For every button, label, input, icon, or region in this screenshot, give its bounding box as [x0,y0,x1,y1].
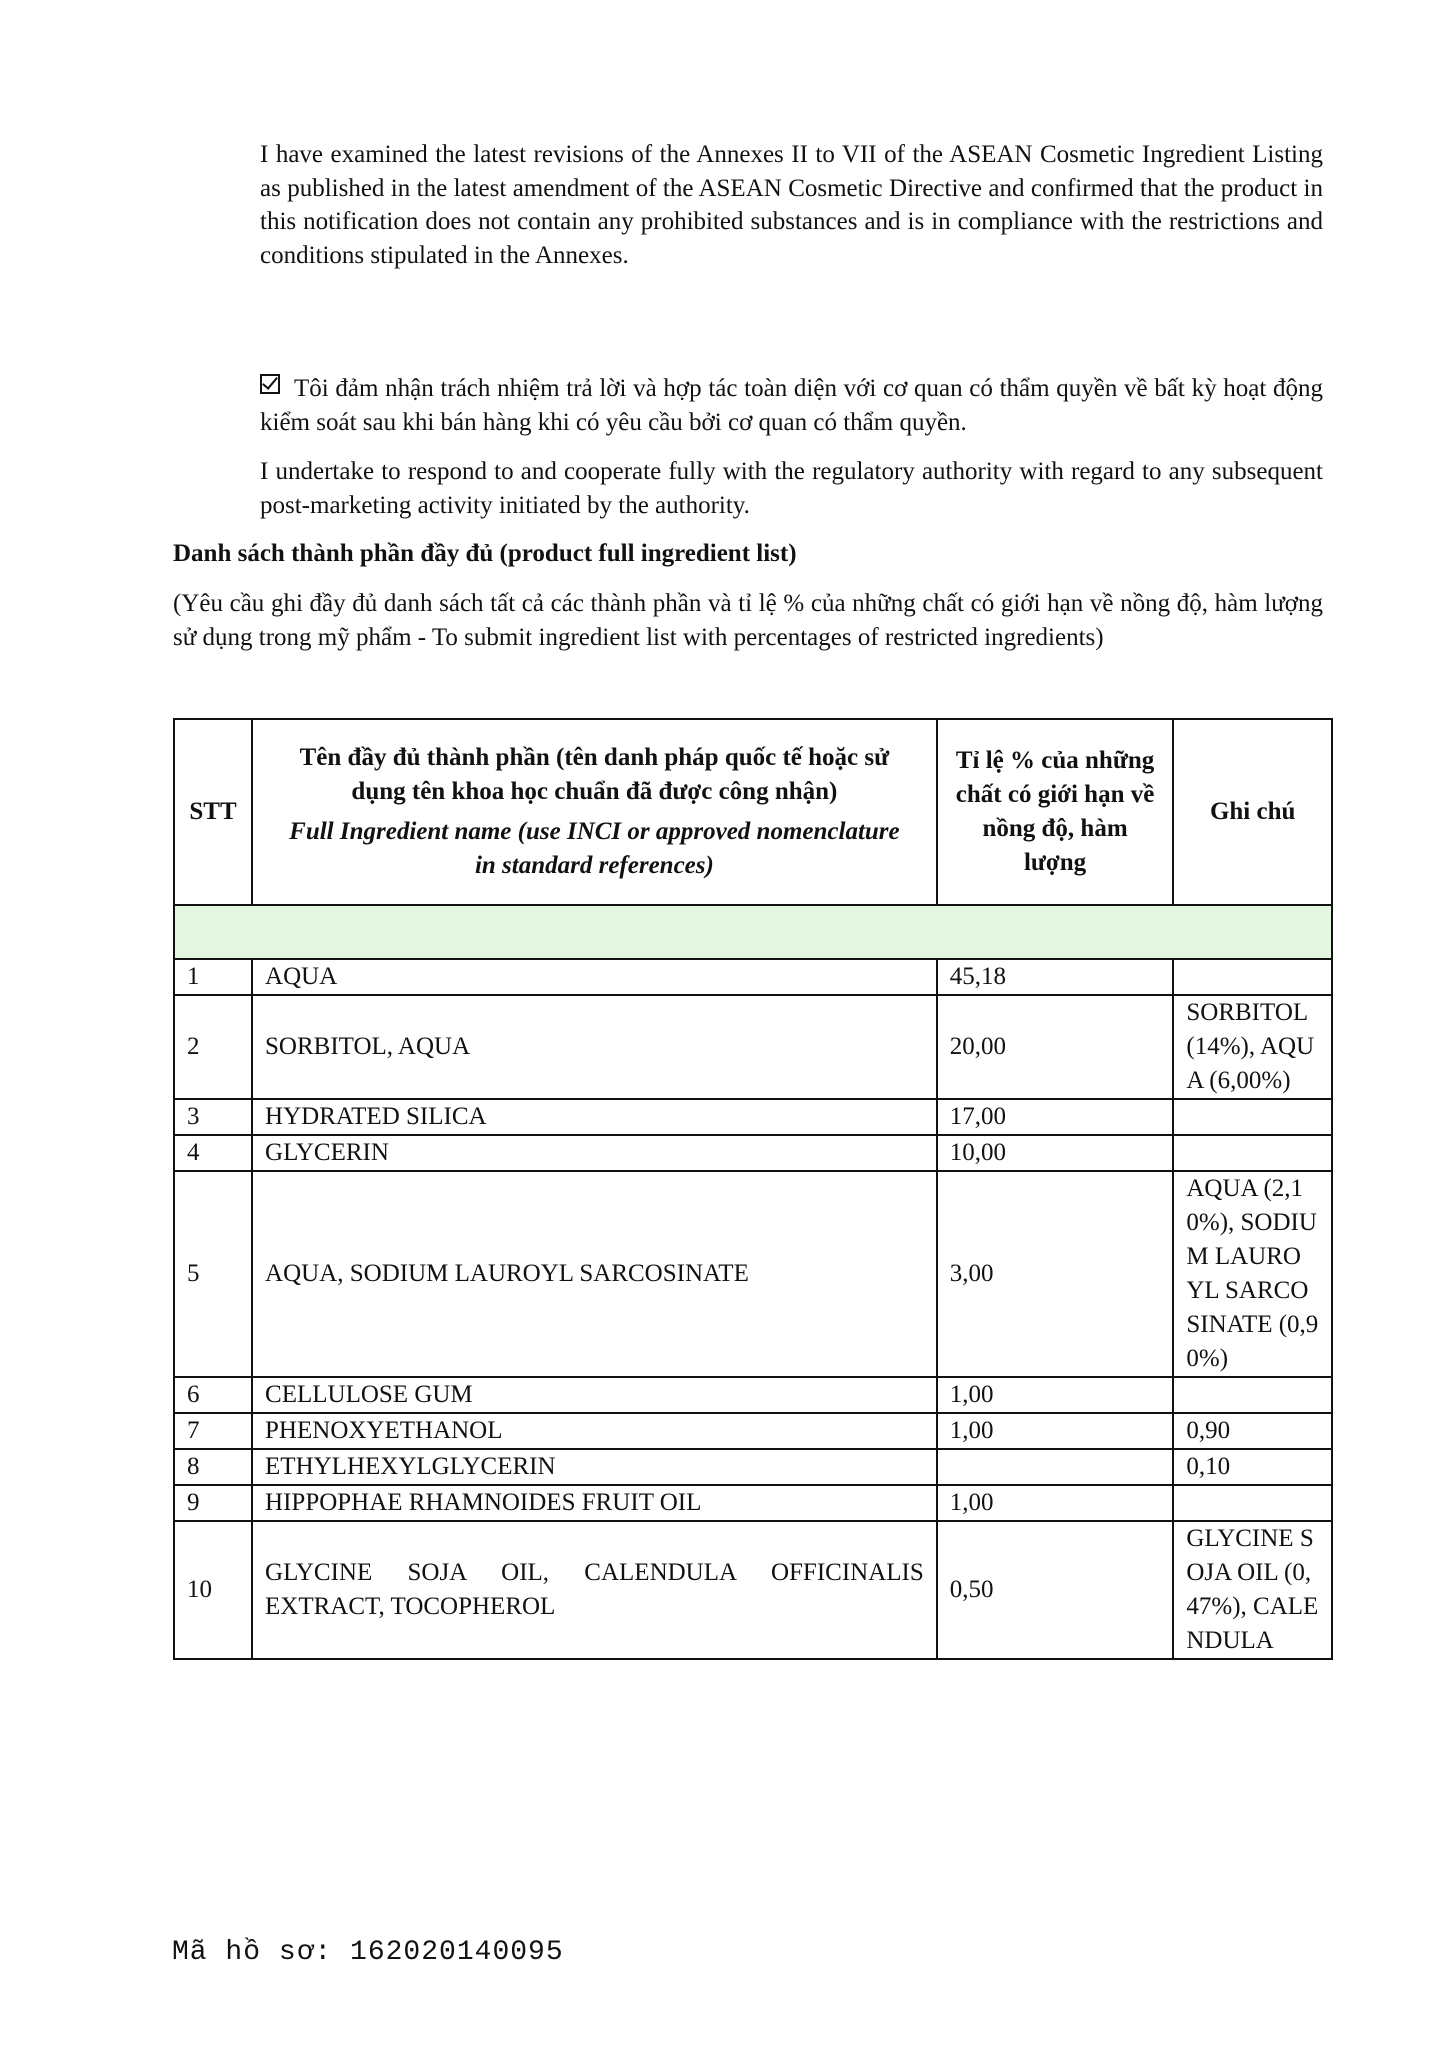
cell-percentage: 17,00 [937,1099,1174,1135]
cell-percentage: 45,18 [937,959,1174,995]
annex-compliance-paragraph: I have examined the latest revisions of the Annexes II to VII of the ASEAN Cosmetic Ingredient Listing as published in the latest amendment of the ASEAN Cosmetic Directive and confirmed that the product in this notification does not contain any prohibited substances and is in compliance with the restrictions and conditions stipulated in the Annexes. [260,141,1323,269]
cell-stt: 10 [174,1521,252,1659]
table-row [174,1171,1332,1377]
cell-note [1173,1099,1332,1135]
table-row [174,1521,1332,1659]
cell-note: AQUA (2,10%), SODIUM LAUROYL SARCOSINATE (0,90%) [1173,1171,1332,1377]
header-name-vn: Tên đầy đủ thành phần (tên danh pháp quốc tế hoặc sử dụng tên khoa học chuẩn đã được công nhận) [299,744,890,805]
ingredient-list-heading: Danh sách thành phần đầy đủ (product full ingredient list) [173,540,797,567]
cell-note: SORBITOL (14%), AQUA (6,00%) [1173,995,1332,1099]
undertaking-en-paragraph: I undertake to respond to and cooperate fully with the regulatory authority with regard to any subsequent post-marketing activity initiated by the authority. [260,458,1323,519]
header-name-en: Full Ingredient name (use INCI or approved nomenclature in standard references) [289,818,900,879]
cell-stt: 2 [174,995,252,1099]
cell-ingredient-name: AQUA, SODIUM LAUROYL SARCOSINATE [252,1171,937,1377]
table-row [174,995,1332,1099]
table-band-row [174,905,1332,959]
cell-note [1173,1135,1332,1171]
cell-stt: 1 [174,959,252,995]
cell-ingredient-name: CELLULOSE GUM [252,1377,937,1413]
header-note: Ghi chú [1173,719,1332,905]
table-row [174,1485,1332,1521]
cell-ingredient-name: ETHYLHEXYLGLYCERIN [252,1449,937,1485]
cell-stt: 9 [174,1485,252,1521]
table-row [174,1377,1332,1413]
cell-percentage: 0,50 [937,1521,1174,1659]
cell-note [1173,959,1332,995]
cell-ingredient-name: SORBITOL, AQUA [252,995,937,1099]
cell-percentage: 10,00 [937,1135,1174,1171]
cell-note: GLYCINE SOJA OIL (0,47%), CALENDULA [1173,1521,1332,1659]
cell-ingredient-name: HYDRATED SILICA [252,1099,937,1135]
table-row [174,959,1332,995]
cell-stt: 4 [174,1135,252,1171]
cell-stt: 8 [174,1449,252,1485]
cell-percentage: 1,00 [937,1413,1174,1449]
cell-note [1173,1485,1332,1521]
cell-ingredient-name: GLYCERIN [252,1135,937,1171]
ingredient-list-requirement: (Yêu cầu ghi đầy đủ danh sách tất cả các thành phần và tỉ lệ % của những chất có giới hạn về nồng độ, hàm lượng sử dụng trong mỹ phẩm - To submit ingredient list with percentages of restricted ingredients) [173,590,1323,651]
header-ingredient-name [252,719,937,905]
undertaking-vn-paragraph [260,372,1323,439]
table-row [174,1413,1332,1449]
cell-stt: 7 [174,1413,252,1449]
table-band-cell [174,905,1332,959]
cell-note [1173,1377,1332,1413]
table-row [174,1099,1332,1135]
cell-percentage [937,1449,1174,1485]
cell-stt: 6 [174,1377,252,1413]
cell-ingredient-name: AQUA [252,959,937,995]
cell-percentage: 20,00 [937,995,1174,1099]
header-percentage: Tỉ lệ % của những chất có giới hạn về nồng độ, hàm lượng [937,719,1174,905]
undertaking-vn-text: Tôi đảm nhận trách nhiệm trả lời và hợp tác toàn diện với cơ quan có thẩm quyền về bất kỳ hoạt động kiểm soát sau khi bán hàng khi có yêu cầu bởi cơ quan có thẩm quyền. [260,375,1323,436]
cell-stt: 3 [174,1099,252,1135]
ingredient-table [173,718,1333,1660]
header-stt: STT [174,719,252,905]
cell-stt: 5 [174,1171,252,1377]
table-row [174,1449,1332,1485]
cell-percentage: 3,00 [937,1171,1174,1377]
cell-ingredient-name: HIPPOPHAE RHAMNOIDES FRUIT OIL [252,1485,937,1521]
cell-percentage: 1,00 [937,1377,1174,1413]
cell-percentage: 1,00 [937,1485,1174,1521]
cell-note: 0,10 [1173,1449,1332,1485]
table-row [174,1135,1332,1171]
cell-ingredient-name: PHENOXYETHANOL [252,1413,937,1449]
checked-checkbox-icon[interactable] [260,374,280,394]
cell-note: 0,90 [1173,1413,1332,1449]
document-code: Mã hồ sơ: 162020140095 [172,1937,564,1968]
cell-ingredient-name: GLYCINE SOJA OIL, CALENDULA OFFICINALIS EXTRACT, TOCOPHEROL [252,1521,937,1659]
table-header-row [174,719,1332,905]
